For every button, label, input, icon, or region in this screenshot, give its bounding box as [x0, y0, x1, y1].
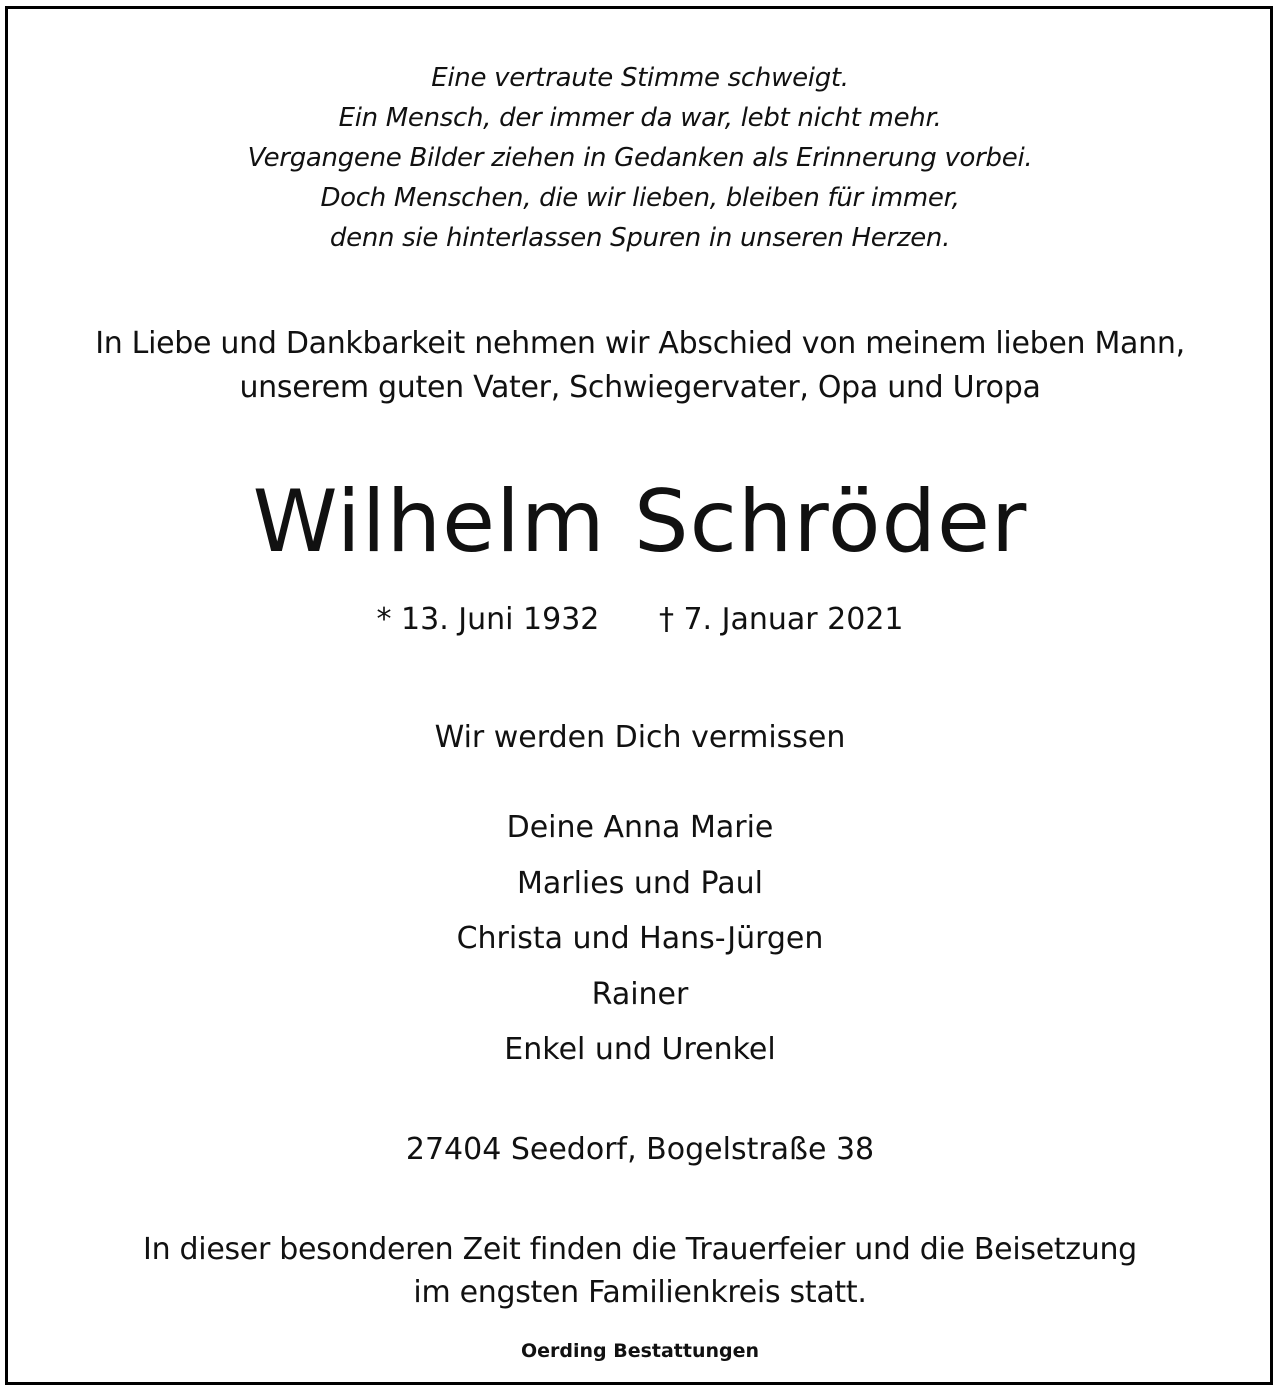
- mourner-entry: Christa und Hans-Jürgen: [456, 921, 824, 956]
- intro-line: unserem guten Vater, Schwiegervater, Opa und Uropa: [239, 370, 1041, 405]
- mourner-entry: Deine Anna Marie: [506, 810, 774, 845]
- farewell-intro: [0, 322, 1280, 410]
- poem-line: Vergangene Bilder ziehen in Gedanken als Erinnerung vorbei.: [247, 143, 1033, 173]
- birth-date: * 13. Juni 1932: [376, 602, 600, 637]
- death-date: † 7. Januar 2021: [658, 602, 904, 637]
- family-address: 27404 Seedorf, Bogelstraße 38: [405, 1132, 875, 1167]
- undertaker-name: Oerding Bestattungen: [520, 1340, 760, 1362]
- poem-line: Eine vertraute Stimme schweigt.: [431, 63, 849, 93]
- poem-line: denn sie hinterlassen Spuren in unseren Herzen.: [329, 223, 951, 253]
- mourner-entry: Enkel und Urenkel: [504, 1032, 776, 1067]
- closing-line: im engsten Familienkreis statt.: [413, 1275, 867, 1310]
- mourners-list: [0, 800, 1280, 1078]
- intro-line: In Liebe und Dankbarkeit nehmen wir Abschied von meinem lieben Mann,: [95, 326, 1185, 361]
- deceased-name: Wilhelm Schröder: [252, 472, 1028, 572]
- funeral-notice: [0, 1228, 1280, 1314]
- poem-line: Doch Menschen, die wir lieben, bleiben für immer,: [320, 183, 960, 213]
- mourner-entry: Marlies und Paul: [517, 865, 763, 901]
- life-dates: [0, 598, 1280, 642]
- farewell-message: Wir werden Dich vermissen: [434, 720, 846, 755]
- mourner-entry: Rainer: [591, 976, 689, 1012]
- poem-line: Ein Mensch, der immer da war, lebt nicht mehr.: [338, 103, 942, 133]
- memorial-poem: [0, 58, 1280, 258]
- closing-line: In dieser besonderen Zeit finden die Trauerfeier und die Beisetzung: [143, 1232, 1137, 1267]
